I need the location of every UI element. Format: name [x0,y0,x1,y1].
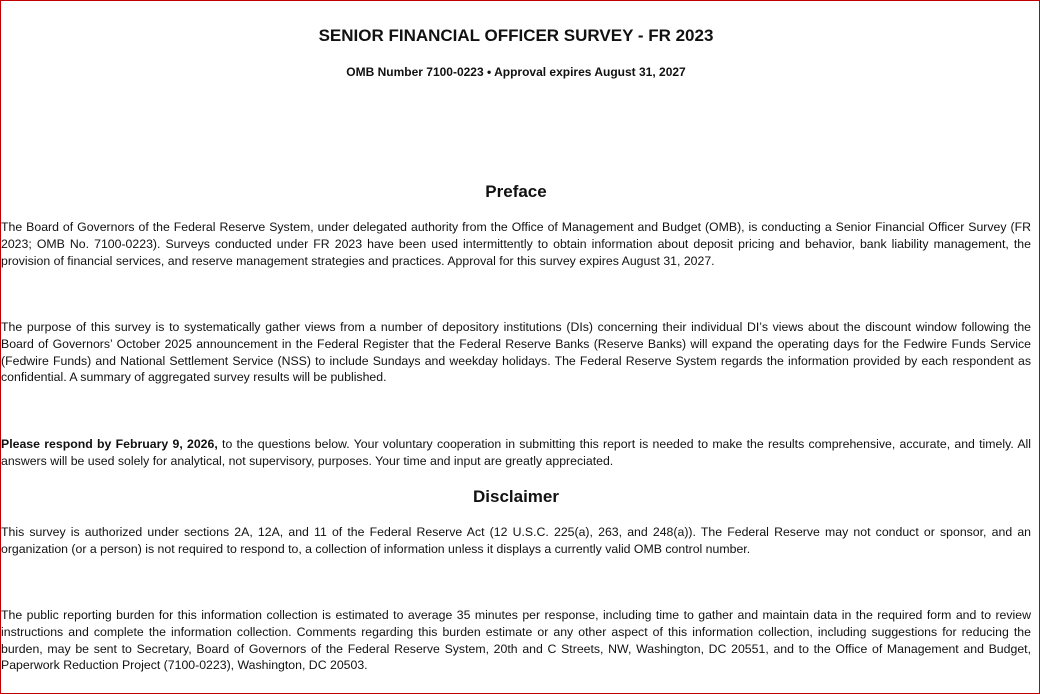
respond-deadline: Please respond by February 9, 2026, [1,437,218,451]
preface-paragraph-respond [1,436,1031,470]
preface-paragraph-purpose: The purpose of this survey is to systematically gather views from a number of depository institutions (DIs) concerning their individual DI’s views about the discount window following the Board of Governors’ October 2025 announcement in the Federal Register that the Federal Reserve Banks (Reserve Banks) will expand the operating days for the Fedwire Funds Service (Fedwire Funds) and National Settlement Service (NSS) to include Sundays and weekday holidays. The Federal Reserve System regards the information provided by each respondent as confidential. A summary of aggregated survey results will be published. [1,320,1031,385]
omb-subtitle: OMB Number 7100-0223 • Approval expires August 31, 2027 [346,65,686,79]
disclaimer-heading: Disclaimer [473,487,559,506]
preface-paragraph-authority: The Board of Governors of the Federal Reserve System, under delegated authority from the Office of Management and Budget (OMB), is conducting a Senior Financial Officer Survey (FR 2023; OMB No. 7100-0223). Surveys conducted under FR 2023 have been used intermittently to obtain information about deposit pricing and behavior, bank liability management, the provision of financial services, and reserve management strategies and practices. Approval for this survey expires August 31, 2027. [1,220,1031,268]
preface-heading: Preface [485,182,547,201]
survey-title: SENIOR FINANCIAL OFFICER SURVEY - FR 2023 [318,26,714,45]
disclaimer-paragraph-burden: The public reporting burden for this information collection is estimated to average 35 minutes per response, including time to gather and maintain data in the required form and to review instructions and complete the information collection. Comments regarding this burden estimate or any other aspect of this information collection, including suggestions for reducing the burden, may be sent to Secretary, Board of Governors of the Federal Reserve System, 20th and C Streets, NW, Washington, DC 20551, and to the Office of Management and Budget, Paperwork Reduction Project (7100-0223), Washington, DC 20503. [1,608,1031,673]
disclaimer-paragraph-authorization: This survey is authorized under sections 2A, 12A, and 11 of the Federal Reserve Act (12 U.S.C. 225(a), 263, and 248(a)). The Federal Reserve may not conduct or sponsor, and an organization (or a person) is not required to respond to, a collection of information unless it displays a currently valid OMB control number. [1,525,1031,556]
respond-text: to the questions below. Your voluntary cooperation in submitting this report is needed to make the results comprehensive, accurate, and timely. All answers will be used solely for analytical, not supervisory, purposes. Your time and input are greatly appreciated. [1,437,1032,468]
